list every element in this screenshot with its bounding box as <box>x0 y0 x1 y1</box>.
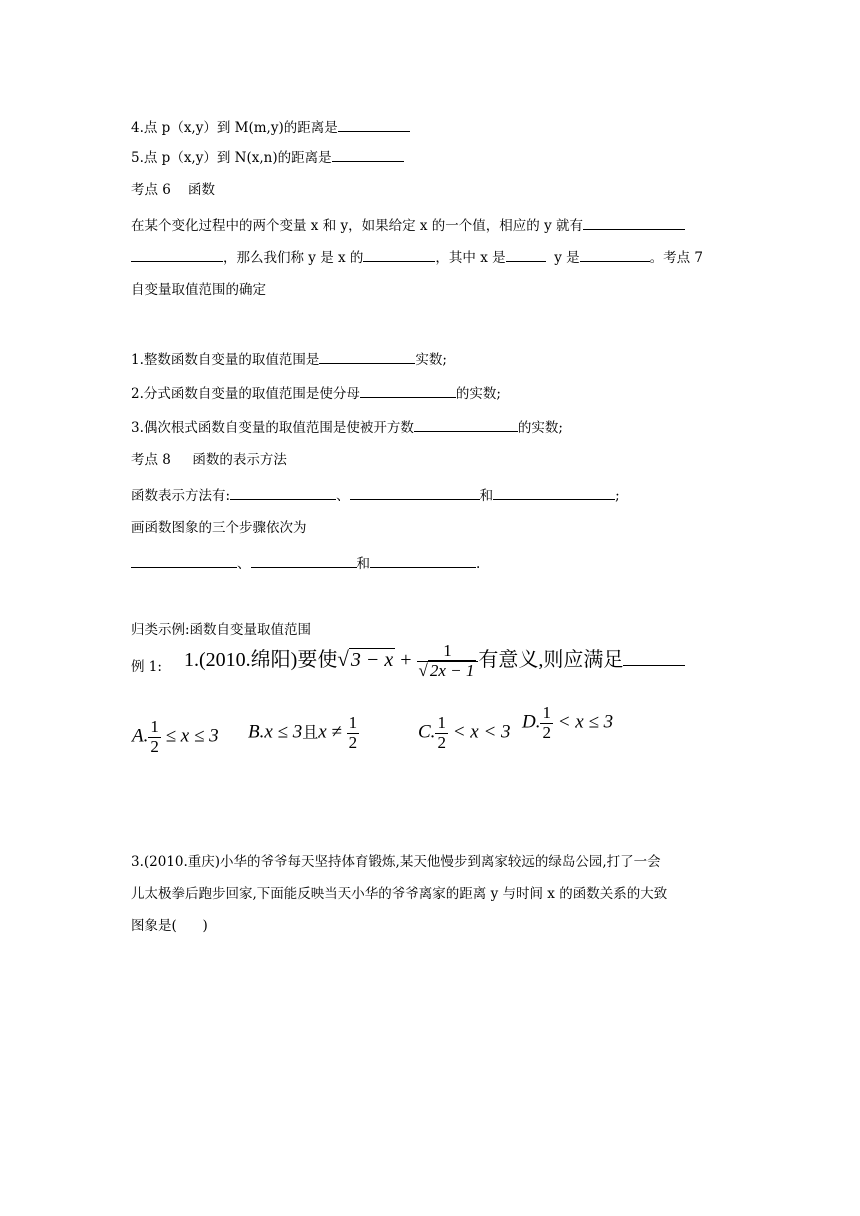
fraction <box>417 642 479 680</box>
kp6-line1-text: 在某个变化过程中的两个变量 x 和 y，如果给定 x 的一个值，相应的 y 就有 <box>131 218 584 234</box>
blank <box>131 246 223 262</box>
fraction-denominator: 2 <box>542 722 551 742</box>
and-word: 和 <box>356 556 370 572</box>
option-b-label: B. <box>248 721 265 743</box>
blank <box>370 552 476 568</box>
blank <box>131 552 237 568</box>
fraction-numerator: 1 <box>437 713 446 732</box>
separator: 、 <box>336 488 350 504</box>
rule-2-a: 2.分式函数自变量的取值范围是使分母 <box>131 386 360 402</box>
option-c <box>418 714 511 752</box>
option-d-label: D. <box>522 711 541 733</box>
kp6-title: 考点 6 函数 <box>131 182 216 198</box>
q3-line-1: 3.(2010.重庆)小华的爷爷每天坚持体育锻炼,某天他慢步到离家较远的绿岛公园,打了一会 <box>131 854 661 870</box>
item-4 <box>131 116 410 138</box>
item-5-text: 5.点 p（x,y）到 N(x,n)的距离是 <box>131 150 332 166</box>
fraction <box>347 714 360 752</box>
fraction-numerator: 1 <box>542 703 551 722</box>
fraction-numerator: 1 <box>417 642 479 662</box>
option-d-inequality: < x ≤ 3 <box>552 711 614 733</box>
radicand: 3 − x <box>350 648 394 671</box>
radicand: 2x − 1 <box>429 660 475 680</box>
fraction <box>435 714 448 752</box>
q3-line-2: 儿太极拳后跑步回家,下面能反映当天小华的爷爷离家的距离 y 与时间 x 的函数关系的大致 <box>131 886 668 902</box>
example-1-question <box>184 642 685 680</box>
option-c-inequality: < x < 3 <box>447 721 511 743</box>
blank <box>363 246 435 262</box>
rule-2 <box>131 382 501 404</box>
example-1-prefix: 1.(2010.绵阳)要使 <box>184 648 338 671</box>
kp6-line2-d: 。考点 7 <box>649 250 704 266</box>
sqrt-3-minus-x <box>337 647 395 672</box>
category-title: 归类示例:函数自变量取值范围 <box>131 622 312 638</box>
kp6-line2 <box>131 246 703 268</box>
option-b-neq: x ≠ <box>318 721 347 743</box>
blank <box>251 552 357 568</box>
rule-2-b: 的实数; <box>455 386 501 402</box>
and-word: 和 <box>479 488 494 504</box>
option-a <box>132 718 219 756</box>
kp8-title: 考点 8 函数的表示方法 <box>131 452 287 468</box>
fraction-denominator: 2 <box>437 732 446 752</box>
rule-1-b: 实数; <box>415 352 447 368</box>
rule-3 <box>131 416 563 438</box>
example-1-suffix: 有意义,则应满足 <box>478 648 624 671</box>
example-1-label: 例 1: <box>131 659 162 675</box>
rule-3-b: 的实数; <box>517 420 563 436</box>
kp7-title: 自变量取值范围的确定 <box>131 282 266 298</box>
answer-blank <box>623 647 685 666</box>
fraction <box>540 704 553 742</box>
option-b <box>248 714 359 752</box>
blank <box>360 382 456 398</box>
option-b-inequality: x ≤ 3 <box>264 721 303 743</box>
sqrt-2x-minus-1 <box>419 662 477 681</box>
kp6-line1 <box>131 214 685 236</box>
graph-intro: 画函数图象的三个步骤依次为 <box>131 520 307 536</box>
item-5 <box>131 146 404 168</box>
semicolon: ; <box>615 488 620 504</box>
representation-line <box>131 484 620 506</box>
q3-line-3: 图象是( ) <box>131 918 208 934</box>
blank <box>583 214 685 230</box>
blank <box>580 246 650 262</box>
blank <box>414 416 518 432</box>
blank <box>319 348 415 364</box>
blank <box>332 146 404 162</box>
fraction-numerator: 1 <box>150 717 159 736</box>
fraction-denominator: 2 <box>150 736 159 756</box>
representation-label: 函数表示方法有: <box>131 488 231 504</box>
option-b-conjunction: 且 <box>302 722 319 742</box>
radical-icon: √ <box>337 646 349 671</box>
kp6-line2-b: ，其中 x 是 <box>435 250 506 266</box>
fraction <box>148 718 161 756</box>
fraction-numerator: 1 <box>348 713 358 732</box>
rule-1 <box>131 348 447 370</box>
option-a-inequality: ≤ x ≤ 3 <box>160 725 219 747</box>
fraction-denominator: 2 <box>348 732 358 752</box>
blank <box>350 484 480 500</box>
option-a-label: A. <box>132 725 149 747</box>
kp6-line2-a: ，那么我们称 y 是 x 的 <box>223 250 364 266</box>
blank <box>493 484 615 500</box>
separator: 、 <box>237 556 251 572</box>
rule-3-a: 3.偶次根式函数自变量的取值范围是使被开方数 <box>131 420 414 436</box>
radical-icon: √ <box>418 660 428 680</box>
period: . <box>476 556 481 572</box>
fraction-denominator <box>417 662 479 681</box>
rule-1-a: 1.整数函数自变量的取值范围是 <box>131 352 320 368</box>
blank <box>506 246 546 262</box>
item-4-text: 4.点 p（x,y）到 M(m,y)的距离是 <box>131 120 338 136</box>
blank <box>230 484 336 500</box>
option-d <box>522 704 613 742</box>
option-c-label: C. <box>418 721 436 743</box>
blank <box>338 116 410 132</box>
kp6-line2-c: y 是 <box>545 250 580 266</box>
plus-sign: + <box>395 648 417 671</box>
graph-steps <box>131 552 480 574</box>
